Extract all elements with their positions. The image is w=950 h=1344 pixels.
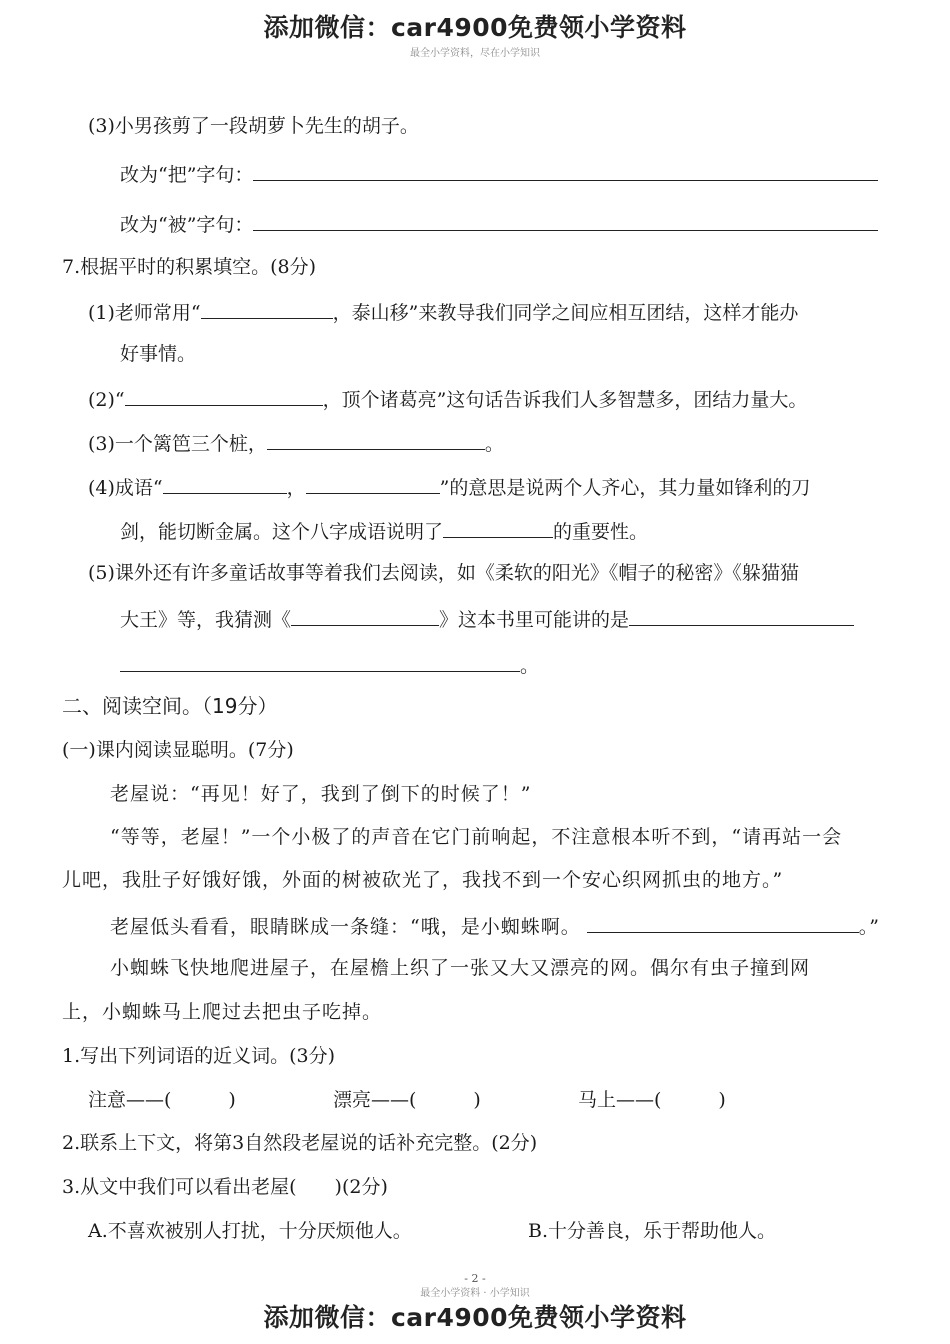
reading-q2: 2.联系上下文，将第3自然段老屋说的话补充完整。(2分) xyxy=(62,1132,538,1154)
q7-5-blank-2[interactable] xyxy=(629,605,854,626)
q7-2-blank[interactable] xyxy=(125,385,323,406)
bei-answer-blank[interactable] xyxy=(253,210,878,231)
q7-3-text-b: 。 xyxy=(484,433,504,455)
section2-title: 二、阅读空间。（19分） xyxy=(62,694,278,718)
q6-3-bei-row xyxy=(120,210,878,237)
q7-1-blank[interactable] xyxy=(201,298,333,319)
page-number: - 2 - xyxy=(464,1272,486,1285)
q7-4-blank-1[interactable] xyxy=(163,473,287,494)
q7-1-text-a: (1)老师常用“ xyxy=(88,302,201,324)
q7-4-blank-3[interactable] xyxy=(443,517,553,538)
option-a: A.不喜欢被别人打扰，十分厌烦他人。 xyxy=(88,1220,412,1242)
q7-item1 xyxy=(88,298,798,325)
q7-item3 xyxy=(88,429,504,456)
q7-5-blank-1[interactable] xyxy=(291,605,439,626)
q7-5-text-a: (5)课外还有许多童话故事等着我们去阅读，如《柔软的阳光》《帽子的秘密》《躲猫猫 xyxy=(88,562,799,584)
q7-2-text-b: ，顶个诸葛亮”这句话告诉我们人多智慧多，团结力量大。 xyxy=(322,389,808,411)
q7-5-text-d: 。 xyxy=(520,655,540,677)
synonym-3: 马上——( ) xyxy=(578,1089,726,1111)
passage-p3-blank[interactable] xyxy=(587,912,859,933)
q7-2-text-a: (2)“ xyxy=(88,389,125,411)
section2-subtitle: (一)课内阅读显聪明。(7分) xyxy=(62,739,294,761)
q7-1-text-c: 好事情。 xyxy=(120,343,197,365)
q7-5-text-c: 》这本书里可能讲的是 xyxy=(439,609,630,631)
q7-4-text-b: ， xyxy=(286,477,306,499)
q7-item4 xyxy=(88,473,810,500)
q7-item2 xyxy=(88,385,807,412)
passage-p3 xyxy=(110,912,880,939)
q7-1-text-b: ，泰山移”来教导我们同学之间应相互团结，这样才能办 xyxy=(332,302,799,324)
ba-label: 改为“把”字句： xyxy=(120,164,254,186)
passage-p3-text-a: 老屋低头看看，眼睛眯成一条缝：“哦，是小蜘蛛啊。 xyxy=(110,916,581,938)
q7-4-text-c: ”的意思是说两个人齐心，其力量如锋利的刀 xyxy=(439,477,811,499)
ba-answer-blank[interactable] xyxy=(253,160,878,181)
watermark-top: 添加微信：car4900免费领小学资料 xyxy=(263,13,687,42)
reading-q3: 3.从文中我们可以看出老屋( )(2分) xyxy=(62,1176,388,1198)
q7-3-blank[interactable] xyxy=(267,429,485,450)
q7-5-blank-3[interactable] xyxy=(120,651,520,672)
q7-3-text-a: (3)一个篱笆三个桩， xyxy=(88,433,267,455)
faint-header: 最全小学资料，尽在小学知识 xyxy=(410,48,540,59)
q7-4-text-d: 剑，能切断金属。这个八字成语说明了 xyxy=(120,521,444,543)
passage-p1: 老屋说：“再见！好了，我到了倒下的时候了！” xyxy=(110,783,532,805)
option-b: B.十分善良，乐于帮助他人。 xyxy=(528,1220,777,1242)
q6-3-text: (3)小男孩剪了一段胡萝卜先生的胡子。 xyxy=(88,115,419,137)
q7-item5-end xyxy=(120,651,539,678)
passage-p2-line2: 儿吧，我肚子好饿好饿，外面的树被砍光了，我找不到一个安心织网抓虫的地方。” xyxy=(62,869,784,891)
synonym-1: 注意——( ) xyxy=(88,1089,236,1111)
synonym-2: 漂亮——( ) xyxy=(333,1089,481,1111)
passage-p4-line1: 小蜘蛛飞快地爬进屋子，在屋檐上织了一张又大又漂亮的网。偶尔有虫子撞到网 xyxy=(110,957,811,979)
passage-p3-text-b: 。” xyxy=(858,916,880,938)
q7-title: 7.根据平时的积累填空。(8分) xyxy=(62,256,317,278)
passage-p2-line1: “等等，老屋！”一个小极了的声音在它门前响起，不注意根本听不到，“请再站一会 xyxy=(110,826,843,848)
reading-q1: 1.写出下列词语的近义词。(3分) xyxy=(62,1045,336,1067)
q7-4-text-e: 的重要性。 xyxy=(553,521,649,543)
q7-5-text-b: 大王》等，我猜测《 xyxy=(120,609,292,631)
q7-item5-cont xyxy=(120,605,854,632)
watermark-bottom: 添加微信：car4900免费领小学资料 xyxy=(263,1303,687,1332)
q6-3-ba-row xyxy=(120,160,878,187)
passage-p4-line2: 上，小蜘蛛马上爬过去把虫子吃掉。 xyxy=(62,1001,383,1023)
faint-footer: 最全小学资料 · 小学知识 xyxy=(420,1288,530,1299)
q7-item4-cont xyxy=(120,517,648,544)
bei-label: 改为“被”字句： xyxy=(120,214,254,236)
q7-4-blank-2[interactable] xyxy=(306,473,440,494)
q7-4-text-a: (4)成语“ xyxy=(88,477,163,499)
